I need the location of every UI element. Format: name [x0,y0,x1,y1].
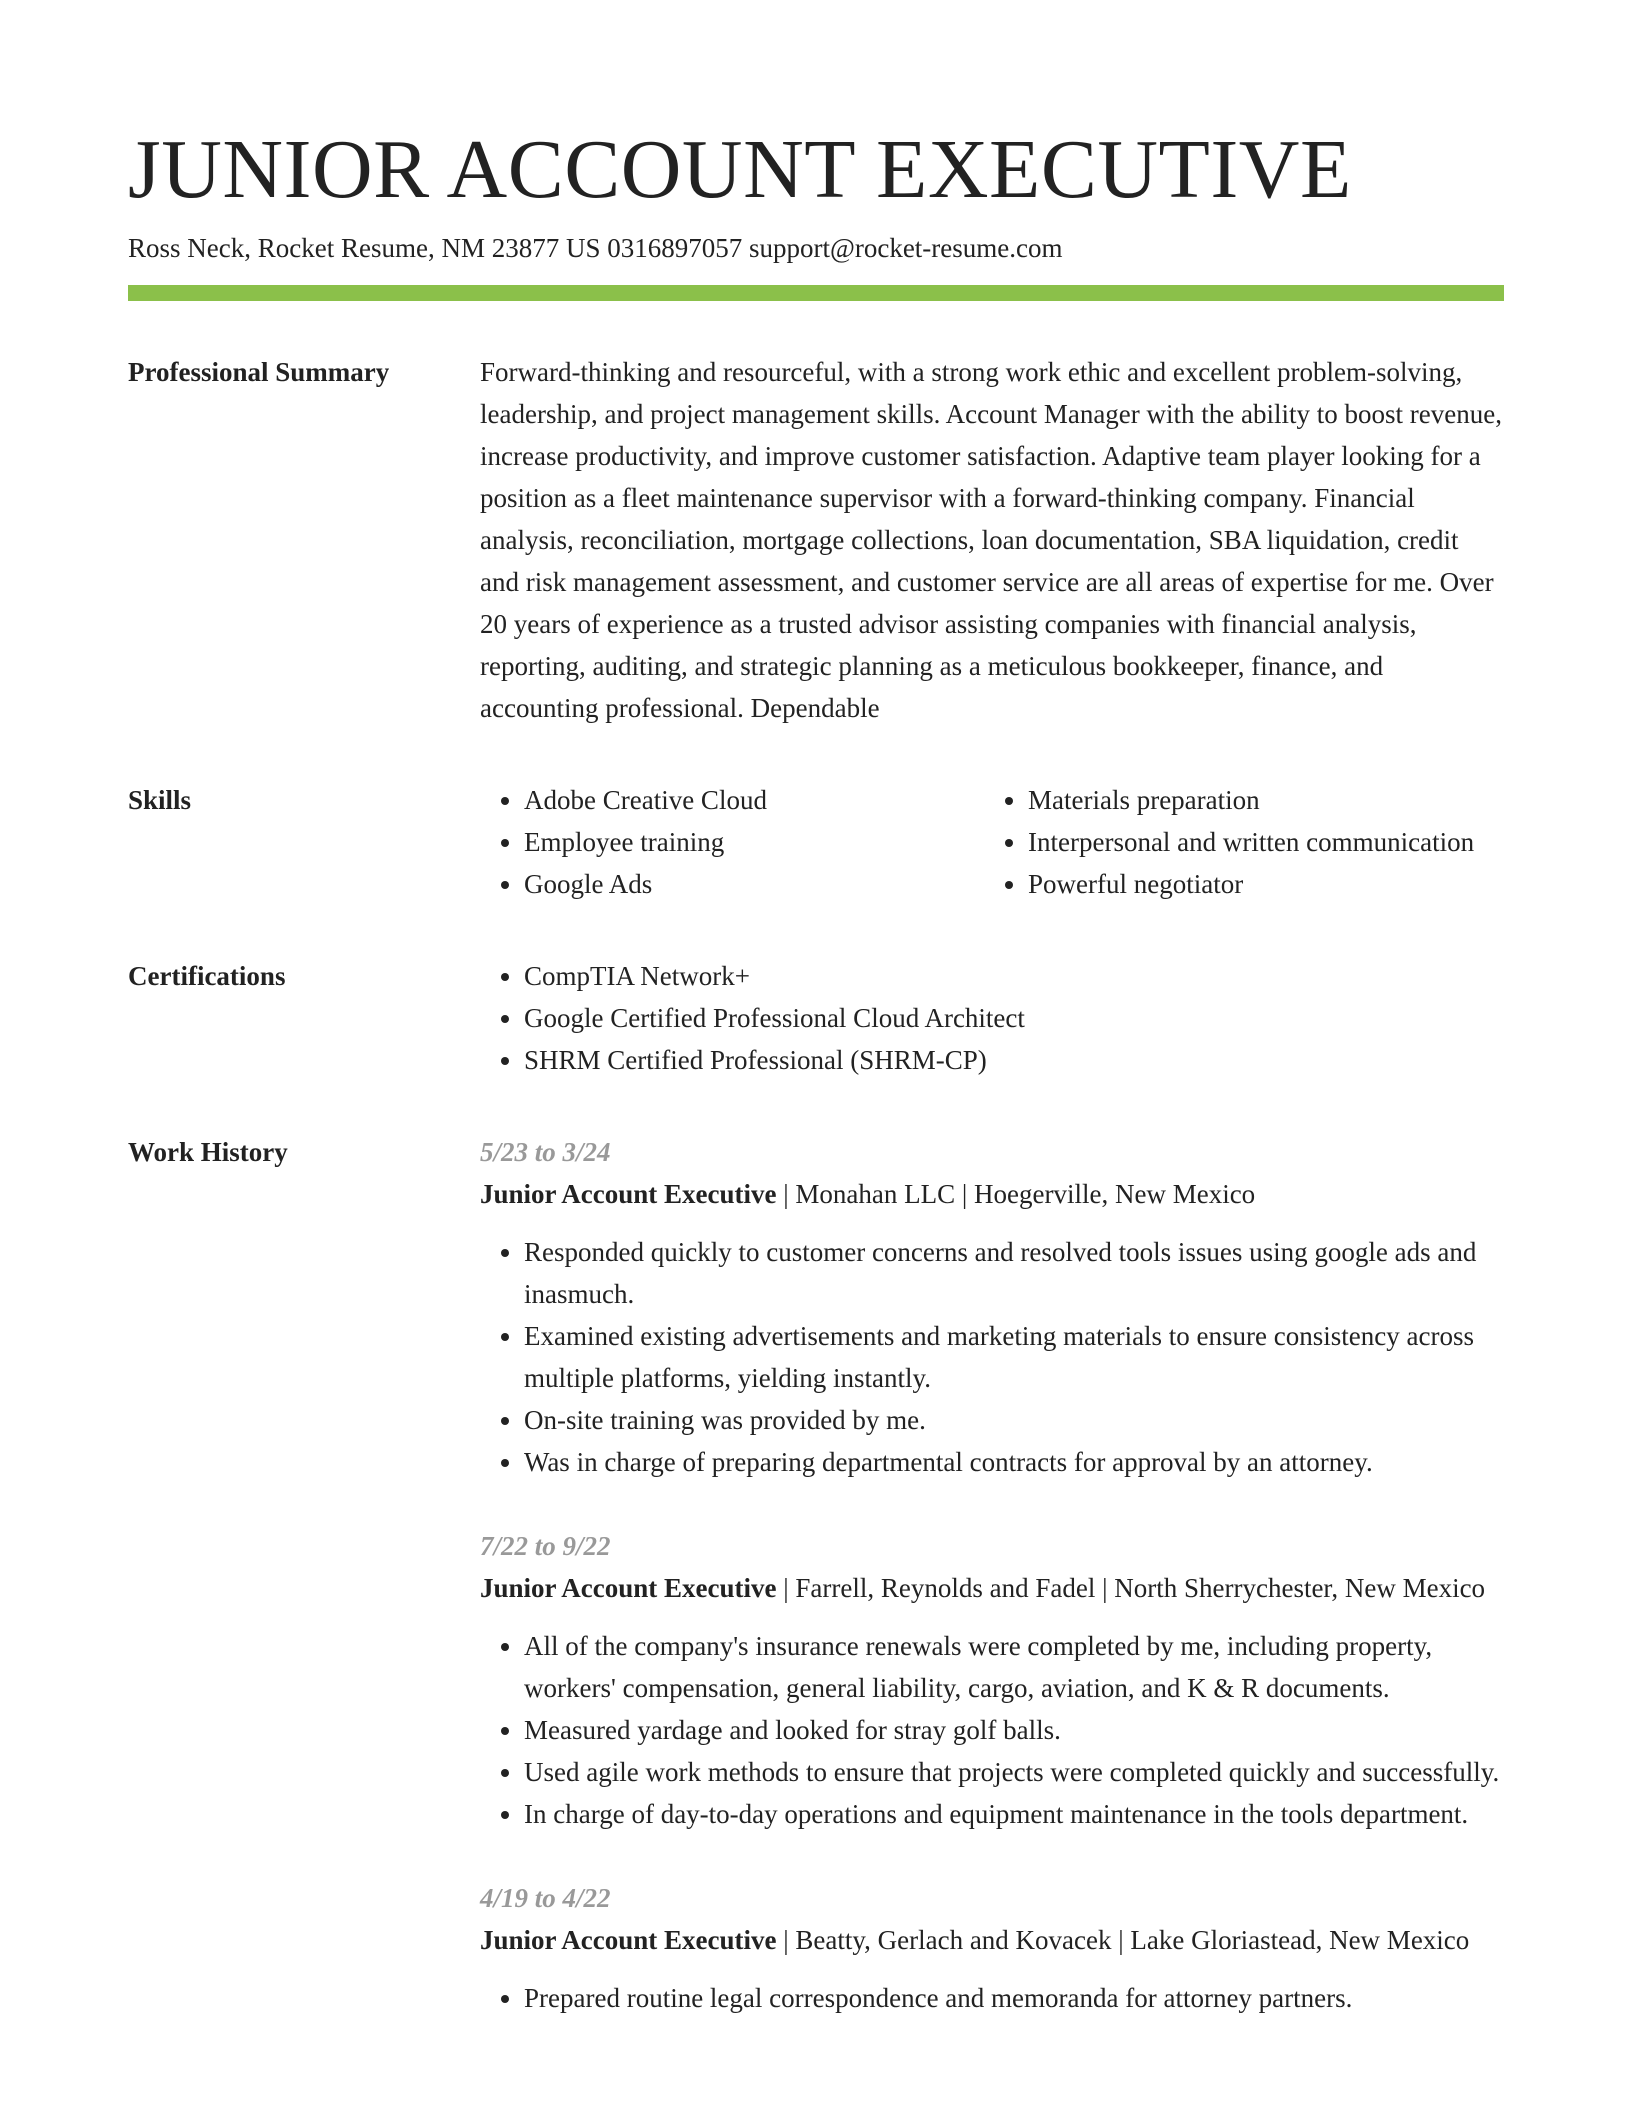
skill-item: • Powerful negotiator [1028,863,1548,905]
skill-item: • Employee training [524,821,984,863]
job-heading [480,1919,1504,1961]
section-label-summary: Professional Summary [128,357,390,387]
job-title: Junior Account Executive [480,1573,777,1603]
page-title: JUNIOR ACCOUNT EXECUTIVE [128,123,1352,216]
job-bullets [480,1977,1504,2019]
job-details: | Farrell, Reynolds and Fadel | North Sherrychester, New Mexico [776,1573,1486,1603]
skill-item: • Adobe Creative Cloud [524,779,984,821]
job-title: Junior Account Executive [480,1179,777,1209]
skill-item: • Google Ads [524,863,984,905]
job-bullet: • Responded quickly to customer concerns and resolved tools issues using google ads and inasmuch. [524,1231,1504,1315]
certification-item: • SHRM Certified Professional (SHRM-CP) [524,1039,1504,1081]
skills-list-right [984,779,1548,905]
contact-line: Ross Neck, Rocket Resume, NM 23877 US 0316897057 support@rocket-resume.com [128,233,1063,263]
section-label-work-history: Work History [128,1137,288,1167]
job-date: 7/22 to 9/22 [480,1531,611,1561]
job-date: 5/23 to 3/24 [480,1137,611,1167]
job-entry [480,1525,1504,1835]
certification-item: • Google Certified Professional Cloud Architect [524,997,1504,1039]
job-heading [480,1567,1504,1609]
job-bullet: • Measured yardage and looked for stray golf balls. [524,1709,1504,1751]
job-heading [480,1173,1504,1215]
section-label-certifications: Certifications [128,961,286,991]
job-bullets [480,1625,1504,1835]
certifications-list [480,955,1504,1081]
section-label-skills: Skills [128,785,192,815]
skill-item: • Materials preparation [1028,779,1548,821]
job-bullets [480,1231,1504,1483]
job-entry [480,1877,1504,2019]
summary-section [128,351,1504,729]
job-title: Junior Account Executive [480,1925,777,1955]
job-date: 4/19 to 4/22 [480,1883,611,1913]
skills-section [128,779,1504,905]
resume-page [128,122,1504,2019]
job-bullet: • All of the company's insurance renewals were completed by me, including property, workers' compensation, general liability, cargo, aviation, and K & R documents. [524,1625,1504,1709]
certification-item: • CompTIA Network+ [524,955,1504,997]
job-bullet: • On-site training was provided by me. [524,1399,1504,1441]
job-bullet: • Was in charge of preparing departmental contracts for approval by an attorney. [524,1441,1504,1483]
job-bullet: • In charge of day-to-day operations and equipment maintenance in the tools department. [524,1793,1504,1835]
skill-item: • Interpersonal and written communication [1028,821,1548,863]
job-details: | Beatty, Gerlach and Kovacek | Lake Gloriastead, New Mexico [776,1925,1470,1955]
skills-list-left [480,779,984,905]
job-bullet: • Prepared routine legal correspondence and memoranda for attorney partners. [524,1977,1504,2019]
job-bullet: • Examined existing advertisements and marketing materials to ensure consistency across multiple platforms, yielding instantly. [524,1315,1504,1399]
job-bullet: • Used agile work methods to ensure that projects were completed quickly and successfully. [524,1751,1504,1793]
accent-divider [128,285,1504,301]
certifications-section [128,955,1504,1081]
summary-text: Forward-thinking and resourceful, with a strong work ethic and excellent problem-solving, leadership, and project management skills. Account Manager with the ability to boost revenue, increase productivity, and improve customer satisfaction. Adaptive team player looking for a position as a fleet maintenance supervisor with a forward-thinking company. Financial analysis, reconciliation, mortgage collections, loan documentation, SBA liquidation, credit and risk management assessment, and customer service are all areas of expertise for me. Over 20 years of experience as a trusted advisor assisting companies with financial analysis, reporting, auditing, and strategic planning as a meticulous bookkeeper, finance, and accounting professional. Dependable [480,357,1502,723]
job-details: | Monahan LLC | Hoegerville, New Mexico [776,1179,1256,1209]
work-history-section [128,1131,1504,2019]
job-entry [480,1131,1504,1483]
